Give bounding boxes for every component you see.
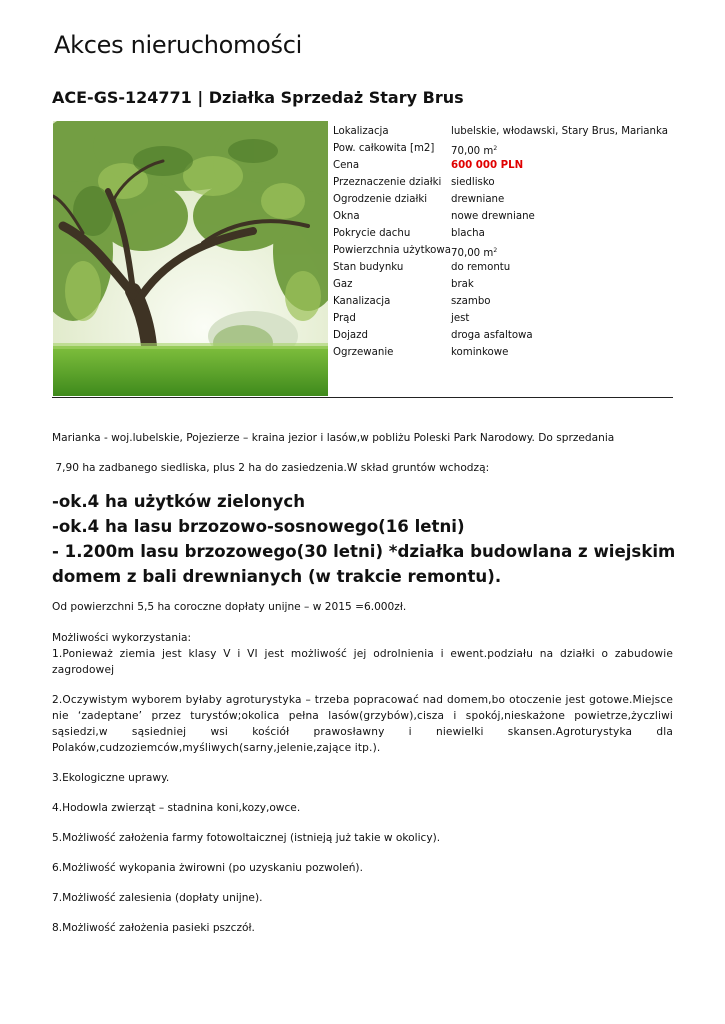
property-row <box>333 242 668 259</box>
property-label: Ogrodzenie działki <box>333 194 428 205</box>
intro-line-1: Marianka - woj.lubelskie, Pojezierze – kraina jezior i lasów,w pobliżu Poleski Park Narodowy. Do sprzedania <box>52 432 615 444</box>
property-value: 70,00 $m^2$ <box>451 247 498 259</box>
property-value: drewniane <box>451 194 505 205</box>
tree-photo <box>53 121 328 396</box>
property-value: do remontu <box>451 262 511 273</box>
property-row <box>333 259 668 276</box>
property-row <box>333 174 668 191</box>
divider <box>52 397 673 398</box>
property-label: Kanalizacja <box>333 296 391 307</box>
property-label: Powierzchnia użytkowa <box>333 245 451 256</box>
brand-title: Akces nieruchomości <box>54 31 302 59</box>
property-row <box>333 225 668 242</box>
property-value: brak <box>451 279 474 290</box>
property-value: lubelskie, włodawski, Stary Brus, Marianka <box>451 126 668 137</box>
property-label: Stan budynku <box>333 262 404 273</box>
possibility-item: 7.Możliwość zalesienia (dopłaty unijne). <box>52 892 263 904</box>
property-label: Przeznaczenie działki <box>333 177 442 188</box>
property-label: Gaz <box>333 279 353 290</box>
possibility-item: 1.Ponieważ ziemia jest klasy V i VI jest możliwość jej odrolnienia i ewent.podziału na działki o zabudowie zagrodowej <box>52 648 673 676</box>
highlight-line: -ok.4 ha użytków zielonych <box>52 492 306 511</box>
highlights <box>52 489 692 589</box>
property-row <box>333 327 668 344</box>
possibility-item: 6.Możliwość wykopania żwirowni (po uzyskaniu pozwoleń). <box>52 862 363 874</box>
property-row <box>333 191 668 208</box>
highlight-line: - 1.200m lasu brzozowego(30 letni) *działka budowlana z wiejskim <box>52 542 676 561</box>
possibility-item: 8.Możliwość założenia pasieki pszczół. <box>52 922 255 934</box>
property-value: jest <box>451 313 470 324</box>
property-row <box>333 208 668 225</box>
possibility-item: 4.Hodowla zwierząt – stadnina koni,kozy,owce. <box>52 802 301 814</box>
price-value: 600 000 PLN <box>451 160 524 171</box>
property-label: Cena <box>333 160 360 171</box>
highlight-line: -ok.4 ha lasu brzozowo-sosnowego(16 letni) <box>52 517 465 536</box>
property-row <box>333 344 668 361</box>
property-value: szambo <box>451 296 491 307</box>
property-row <box>333 310 668 327</box>
property-row <box>333 293 668 310</box>
property-label: Lokalizacja <box>333 126 389 137</box>
property-value: blacha <box>451 228 485 239</box>
possibilities-heading: Możliwości wykorzystania: <box>52 632 192 644</box>
possibility-item: 2.Oczywistym wyborem byłaby agroturystyka – trzeba popracować nad domem,bo otoczenie jest gotowe.Miejsce nie ‘zadeptane’ przez turystów;okolica pełna lasów(grzybów),cisza i spokój,nieskażone powietrze,życzliwi sąsiedzi,w sąsiedniej wsi kościół prawosławny i niewielki skansen.Agroturystyka dla Polaków,cudzoziemców,myśliwych(sarny,jelenie,zające itp.). <box>52 694 673 754</box>
property-label: Dojazd <box>333 330 368 341</box>
listing-title: ACE-GS-124771 | Działka Sprzedaż Stary Brus <box>52 88 464 107</box>
property-value: kominkowe <box>451 347 509 358</box>
property-details <box>333 123 668 361</box>
property-label: Okna <box>333 211 360 222</box>
property-row <box>333 276 668 293</box>
subsidy-text: Od powierzchni 5,5 ha coroczne dopłaty unijne – w 2015 =6.000zł. <box>52 601 407 613</box>
possibility-item: 3.Ekologiczne uprawy. <box>52 772 170 784</box>
property-row <box>333 157 668 174</box>
property-value: droga asfaltowa <box>451 330 533 341</box>
property-label: Ogrzewanie <box>333 347 394 358</box>
intro-line-2: 7,90 ha zadbanego siedliska, plus 2 ha do zasiedzenia.W skład gruntów wchodzą: <box>52 462 490 474</box>
highlight-line: domem z bali drewnianych (w trakcie remontu). <box>52 567 502 586</box>
property-label: Pow. całkowita [m2] <box>333 143 435 154</box>
possibility-item: 5.Możliwość założenia farmy fotowoltaicznej (istnieją już takie w okolicy). <box>52 832 441 844</box>
property-value: 70,00 $m^2$ <box>451 145 498 157</box>
property-value: siedlisko <box>451 177 495 188</box>
property-label: Pokrycie dachu <box>333 228 411 239</box>
property-value: nowe drewniane <box>451 211 535 222</box>
property-row <box>333 123 668 140</box>
property-row <box>333 140 668 157</box>
property-label: Prąd <box>333 313 356 324</box>
